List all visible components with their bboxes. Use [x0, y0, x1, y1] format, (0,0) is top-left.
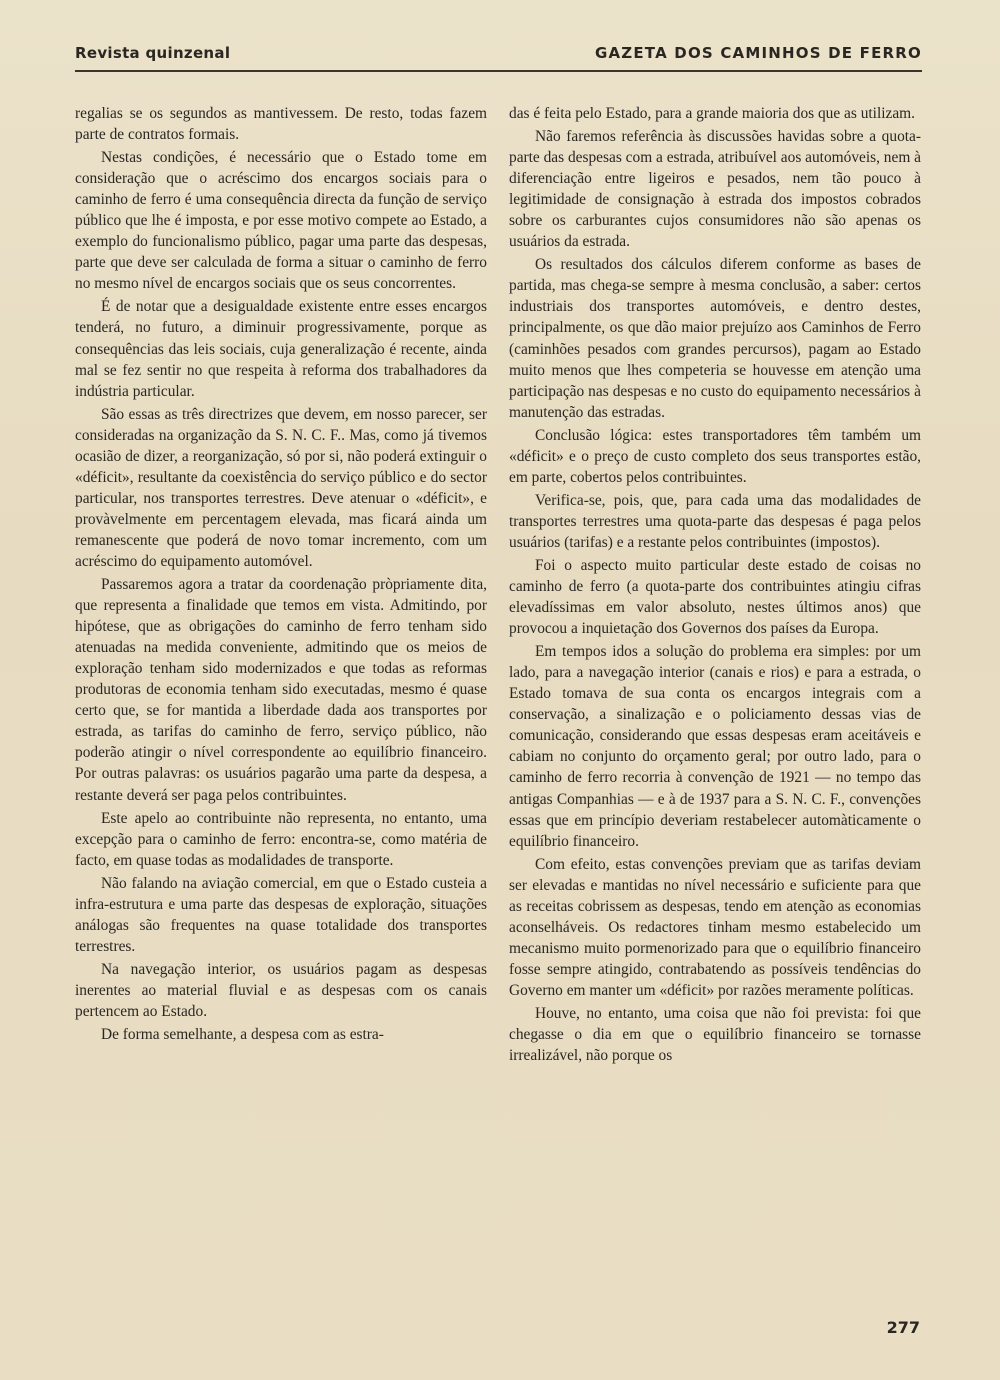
paragraph: Este apelo ao contribuinte não representa, no entanto, uma excepção para o caminho de ferro: encontra-se, como matéria de facto, em quase todas as modalidades de transporte. [75, 809, 487, 869]
paragraph: Houve, no entanto, uma coisa que não foi prevista: foi que chegasse o dia em que o equilíbrio financeiro se tornasse irrealizável, não porque os [509, 1004, 921, 1065]
header-right-title: GAZETA DOS CAMINHOS DE FERRO [594, 44, 922, 62]
header-left-title: Revista quinzenal [75, 44, 231, 62]
running-header [75, 38, 922, 72]
paragraph: Verifica-se, pois, que, para cada uma das modalidades de transportes terrestres uma quota-parte das despesas é paga pelos usuários (tarifas) e a restante pelos contribuintes (impostos). [509, 491, 921, 551]
paragraph: Os resultados dos cálculos diferem conforme as bases de partida, mas chega-se sempre à mesma conclusão, a saber: certos industriais dos transportes automóveis, e dentro destes, principalmente, os que dão maior prejuízo aos Caminhos de Ferro (caminhões pesados com grandes percursos), pagam ao Estado muito menos que lhes competeria se houvesse em atenção uma participação nas despesas e no custo do equipamento necessários à manutenção das estradas. [509, 256, 921, 421]
paragraph: Em tempos idos a solução do problema era simples: por um lado, para a navegação interior (canais e rios) e para a estrada, o Estado tomava de sua conta os encargos integrais com a conservação, a sinalização e o policiamento dessas vias de comunicação, considerando que essas despesas eram aceitáveis e cabiam no conjunto do orçamento geral; por outro lado, para o caminho de ferro recorria à convenção de 1921 — no tempo das antigas Companhias — e à de 1937 para a S. N. C. F., convenções essas que em princípio deveriam restabelecer automàticamente o equilíbrio financeiro. [509, 643, 921, 850]
paragraph: das é feita pelo Estado, para a grande maioria dos que as utilizam. [509, 105, 915, 122]
paragraph: Conclusão lógica: estes transportadores têm também um «déficit» e o preço de custo completo dos seus transportes estão, em parte, cobertos pelos contribuintes. [509, 426, 921, 486]
paragraph: Não falando na aviação comercial, em que o Estado custeia a infra-estrutura e uma parte das despesas de exploração, situações análogas são frequentes na quase totalidade dos transportes terrestres. [75, 874, 487, 955]
paragraph: Na navegação interior, os usuários pagam as despesas inerentes ao material fluvial e as despesas com os canais pertencem ao Estado. [75, 960, 487, 1020]
paragraph: Com efeito, estas convenções previam que as tarifas deviam ser elevadas e mantidas no nível necessário e suficiente para que as receitas cobrissem as despesas, tendo em atenção as economias aconselháveis. Os redactores tinham mesmo estabelecido um mecanismo muito pormenorizado para que o equilíbrio financeiro fosse sempre atingido, contrabatendo as possíveis tendências do Governo em manter um «déficit» por razões meramente políticas. [509, 855, 921, 999]
paragraph: Passaremos agora a tratar da coordenação pròpriamente dita, que representa a finalidade que temos em vista. Admitindo, por hipótese, que as obrigações do caminho de ferro tenham sido atenuadas na medida conveniente, admitindo que os meios de exploração tenham sido modernizados e que todas as reformas produtoras de economia tenham sido executadas, mesmo é quase certo que, se for mantida a liberdade dada aos transportes por estrada, as tarifas do caminho de ferro, serviço público, não poderão atingir o nível correspondente ao equilíbrio financeiro. Por outras palavras: os usuários pagarão uma parte da despesa, a restante deverá ser paga pelos contribuintes. [75, 576, 487, 804]
paragraph: São essas as três directrizes que devem, em nosso parecer, ser consideradas na organização da S. N. C. F.. Mas, como já tivemos ocasião de dizer, a reorganização, só por si, não poderá extinguir o «déficit», resultante da coexistência do serviço público e do sector particular, nos transportes terrestres. Deve atenuar o «déficit», e provàvelmente em percentagem elevada, mas ficará ainda um remanescente que poderá de novo tomar incremento, com um acréscimo do equipamento automóvel. [75, 405, 487, 570]
paragraph: De forma semelhante, a despesa com as estra- [101, 1026, 384, 1044]
paragraph: Nestas condições, é necessário que o Estado tome em consideração que o acréscimo dos encargos sociais para o caminho de ferro é uma consequência directa da função de serviço público que lhe é imposta, e por esse motivo compete ao Estado, a exemplo do funcionalismo público, pagar uma parte das despesas, parte que deve ser calculada de forma a situar o caminho de ferro no mesmo nível de encargos sociais que os seus concorrentes. [75, 149, 487, 293]
right-column [509, 103, 921, 1068]
left-column [75, 103, 487, 1047]
page-number: 277 [886, 1318, 920, 1337]
paragraph: É de notar que a desigualdade existente entre esses encargos tenderá, no futuro, a diminuir progressivamente, porque as consequências das leis sociais, cuja generalização é recente, ainda mal se fez sentir no que respeita à reforma dos trabalhadores da indústria particular. [75, 298, 487, 400]
paragraph: regalias se os segundos as mantivessem. De resto, todas fazem parte de contratos formais. [75, 105, 487, 144]
paragraph: Não faremos referência às discussões havidas sobre a quota-parte das despesas com a estrada, atribuível aos automóveis, nem à diferenciação entre ligeiros e pesados, nem tão pouco à legitimidade de consignação à estrada dos impostos cobrados sobre os carburantes cujos consumidores não são apenas os usuários da estrada. [509, 128, 921, 251]
paragraph: Foi o aspecto muito particular deste estado de coisas no caminho de ferro (a quota-parte dos contribuintes atingiu cifras elevadíssimas em valor absoluto, nestes últimos anos) que provocou a inquietação dos Governos dos países da Europa. [509, 556, 921, 638]
